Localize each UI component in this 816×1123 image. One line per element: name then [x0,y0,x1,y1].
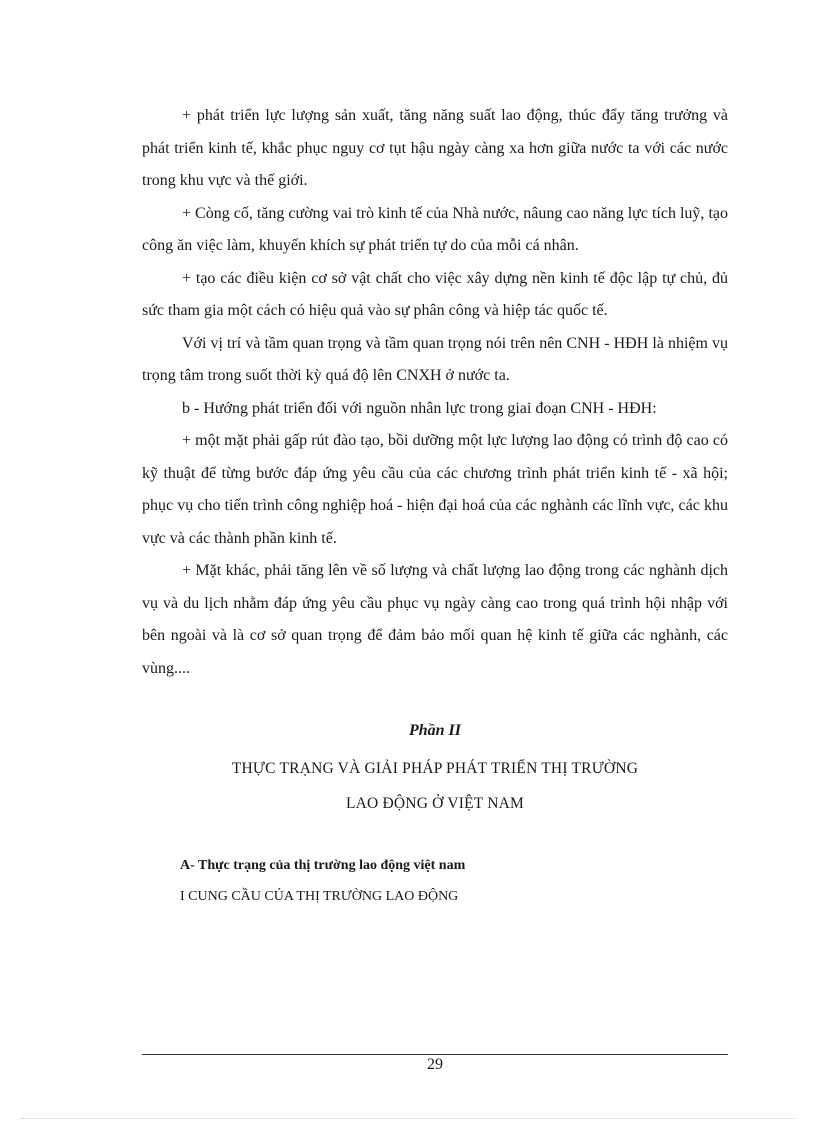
paragraph-2: + Còng cố, tăng cường vai trò kinh tế của Nhà nước, nâung cao năng lực tích luỹ, tạo công ăn việc làm, khuyến khích sự phát triển tự do của mỗi cá nhân. [142,204,728,254]
page-number: 29 [427,1056,443,1073]
paragraph-3: + tạo các điều kiện cơ sở vật chất cho việc xây dựng nền kinh tế độc lập tự chủ, đủ sức tham gia một cách có hiệu quả vào sự phân công và hiệp tác quốc tế. [142,269,728,319]
paragraph-6: + một mặt phải gấp rút đào tạo, bồi dưỡng một lực lượng lao động có trình độ cao có kỹ thuật để từng bước đáp ứng yêu cầu của các chương trình phát triển kinh tế - xã hội; phục vụ cho tiến trình công nghiệp hoá - hiện đại hoá của các nghành các lĩnh vực, các khu vực và các thành phần kinh tế. [142,432,728,547]
paragraph-1: + phát triển lực lượng sản xuất, tăng năng suất lao động, thúc đẩy tăng trưởng và phát triển kinh tế, khắc phục nguy cơ tụt hậu ngày càng xa hơn giữa nước ta với các nước trong khu vực và thế giới. [142,107,728,189]
section-i-heading: I CUNG CẦU CỦA THỊ TRƯỜNG LAO ĐỘNG [180,889,459,904]
part-subtitle-line-2: LAO ĐỘNG Ở VIỆT NAM [345,795,525,812]
paragraph-5: b - Hướng phát triển đối với nguồn nhân lực trong giai đoạn CNH - HĐH: [182,399,657,417]
body-text [142,100,728,685]
part-title: Phần II [408,722,462,739]
paragraph-4: Với vị trí và tầm quan trọng và tầm quan trọng nói trên nên CNH - HĐH là nhiệm vụ trọng tâm trong suốt thời kỳ quá độ lên CNXH ở nước ta. [142,334,728,384]
paragraph-7: + Mặt khác, phải tăng lên về số lượng và chất lượng lao động trong các nghành dịch vụ và du lịch nhằm đáp ứng yêu cầu phục vụ ngày càng cao trong quá trình hội nhập với bên ngoài và là cơ sở quan trọng để đảm bảo mối quan hệ kinh tế giữa các nghành, các vùng.... [142,562,728,677]
section-a-heading: A- Thực trạng của thị trường lao động việt nam [180,858,466,873]
part-subtitle-line-1: THỰC TRẠNG VÀ GIẢI PHÁP PHÁT TRIỂN THỊ TRƯỜNG [231,760,639,777]
footer-divider [142,1054,728,1055]
page-bottom-edge [20,1118,796,1119]
